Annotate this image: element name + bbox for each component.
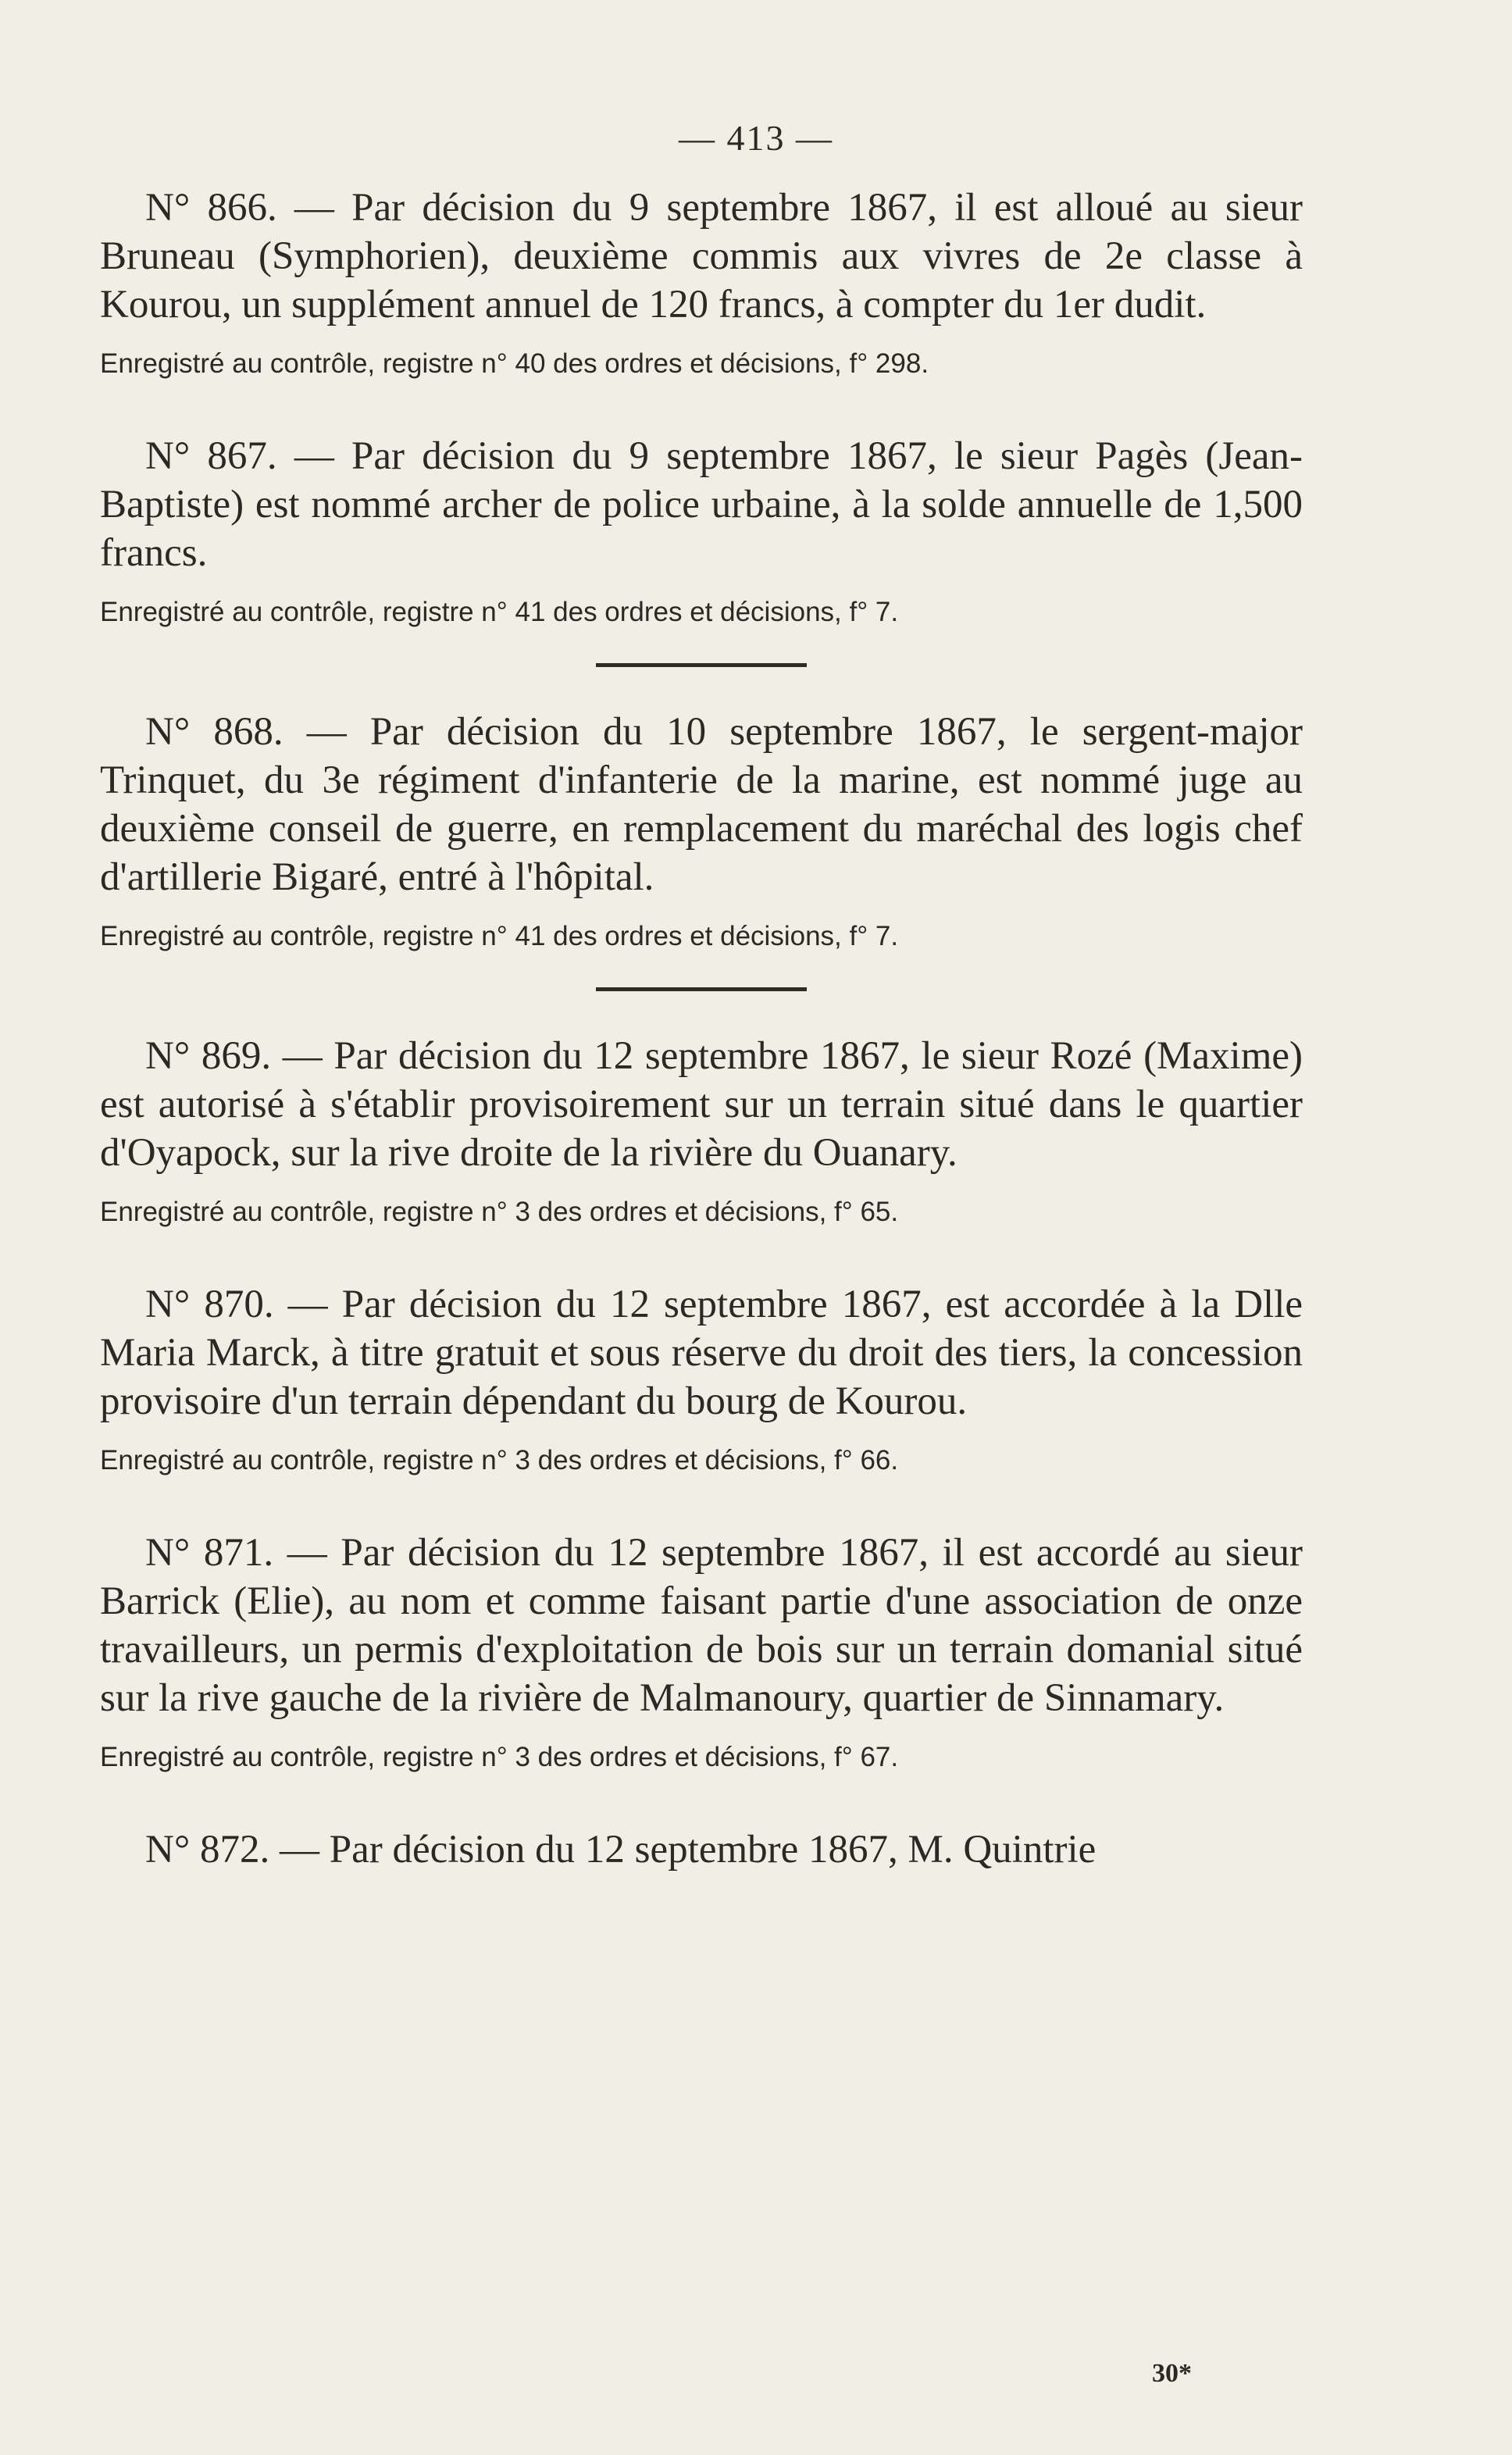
decision-text: N° 870. — Par décision du 12 septembre 1867, est accordée à la Dlle Maria Marck, à titre gratuit et sous réserve du droit des tiers, la concession provisoire d'un terrain dépendant du bourg de Kourou. — [100, 1283, 1303, 1423]
decision-text: N° 869. — Par décision du 12 septembre 1867, le sieur Rozé (Maxime) est autorisé à s'établir provisoirement sur un terrain situé dans le quartier d'Oyapock, sur la rive droite de la rivière du Ouanary. — [100, 1034, 1303, 1175]
decision-text: N° 867. — Par décision du 9 septembre 1867, le sieur Pagès (Jean-Baptiste) est nommé archer de police urbaine, à la solde annuelle de 1,500 francs. — [100, 434, 1303, 575]
decision-entry-869 — [100, 1032, 1303, 1230]
decision-entry-866 — [100, 184, 1303, 382]
spacer — [100, 1479, 1303, 1529]
decision-text: N° 866. — Par décision du 9 septembre 1867, il est alloué au sieur Bruneau (Symphorien), deuxième commis aux vivres de 2e classe à Kourou, un supplément annuel de 120 francs, à compter du 1er dudit. — [100, 186, 1303, 327]
registry-note: Enregistré au contrôle, registre n° 3 des ordres et décisions, f° 67. — [100, 1742, 899, 1772]
decision-entry-868 — [100, 708, 1303, 955]
section-divider — [596, 987, 807, 991]
spacer — [100, 1230, 1303, 1280]
section-divider — [596, 663, 807, 667]
decision-entry-867 — [100, 432, 1303, 630]
page-body — [100, 184, 1303, 1874]
decision-entry-870 — [100, 1280, 1303, 1479]
decision-text: N° 871. — Par décision du 12 septembre 1867, il est accordé au sieur Barrick (Elie), au nom et comme faisant partie d'une association de onze travailleurs, un permis d'exploitation de bois sur un terrain domanial situé sur la rive gauche de la rivière de Malmanoury, quartier de Sinnamary. — [100, 1531, 1303, 1720]
registry-note: Enregistré au contrôle, registre n° 41 des ordres et décisions, f° 7. — [100, 597, 899, 627]
decision-entry-871 — [100, 1529, 1303, 1775]
registry-note: Enregistré au contrôle, registre n° 40 des ordres et décisions, f° 298. — [100, 348, 929, 379]
decision-entry-872 — [100, 1825, 1303, 1874]
page-number: — 413 — — [679, 118, 833, 158]
decision-text: N° 872. — Par décision du 12 septembre 1867, M. Quintrie — [145, 1828, 1097, 1872]
folio-signature: 30* — [1152, 2359, 1192, 2388]
decision-text: N° 868. — Par décision du 10 septembre 1867, le sergent-major Trinquet, du 3e régiment d'infanterie de la marine, est nommé juge au deuxième conseil de guerre, en remplacement du maréchal des logis chef d'artillerie Bigaré, entré à l'hôpital. — [100, 710, 1303, 899]
registry-note: Enregistré au contrôle, registre n° 3 des ordres et décisions, f° 65. — [100, 1197, 899, 1227]
spacer — [100, 1775, 1303, 1825]
registry-note: Enregistré au contrôle, registre n° 41 des ordres et décisions, f° 7. — [100, 921, 899, 951]
spacer — [100, 382, 1303, 432]
registry-note: Enregistré au contrôle, registre n° 3 des ordres et décisions, f° 66. — [100, 1445, 899, 1475]
